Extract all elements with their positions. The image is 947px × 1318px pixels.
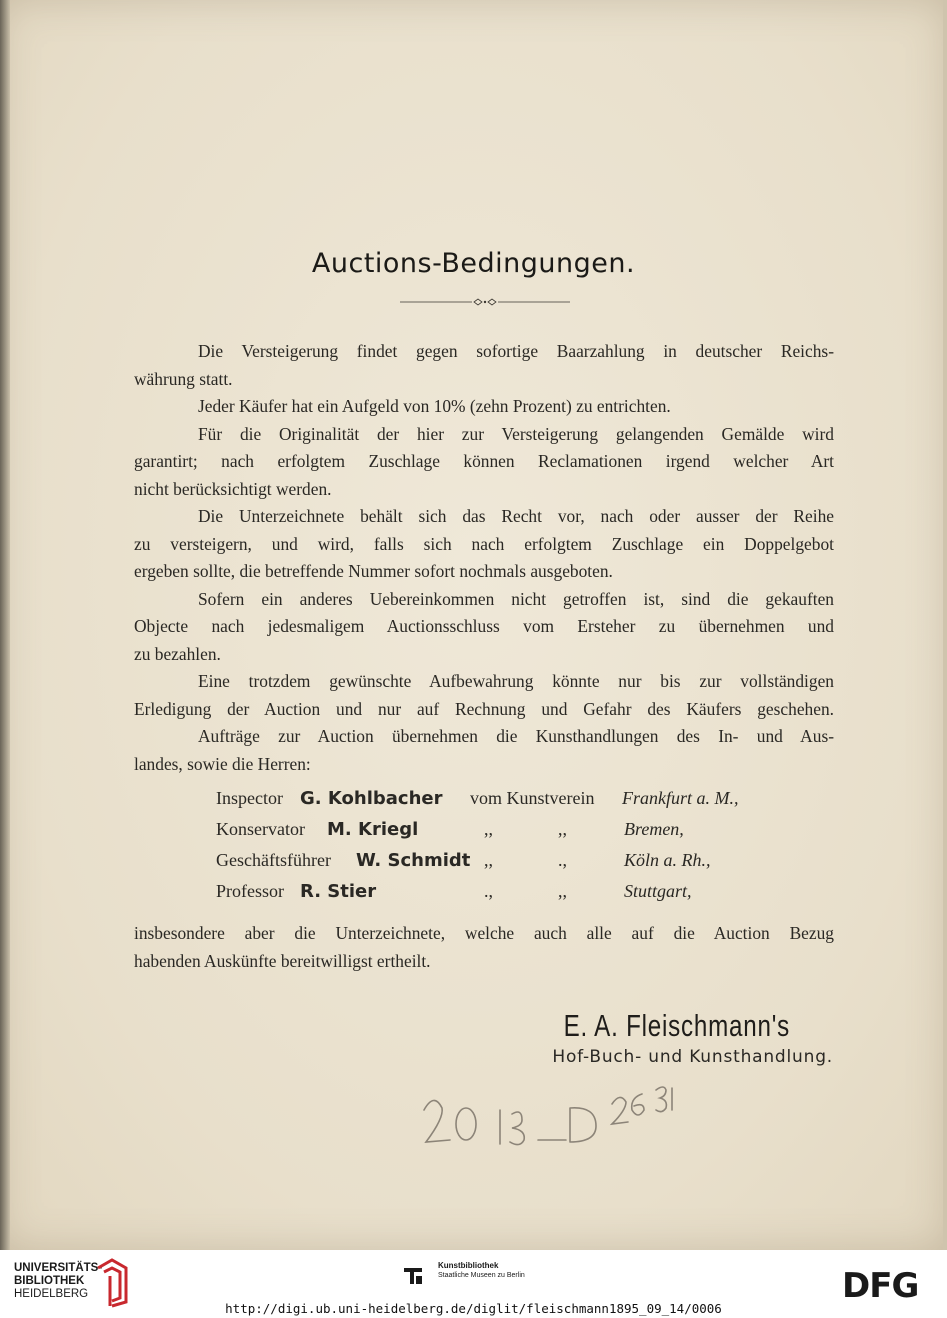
paragraph-payment — [134, 338, 834, 366]
paragraph-order-cont — [134, 531, 834, 559]
text-line: Die Unterzeichnete behält sich das Recht vor, nach oder ausser der Reihe — [198, 506, 834, 526]
agent-name: R. Stier — [300, 881, 377, 902]
paragraph-pickup-cont — [134, 613, 834, 641]
library-line: UNIVERSITÄTS- — [14, 1262, 103, 1274]
text-line: nicht berücksichtigt werden. — [134, 478, 332, 499]
ditto-mark: ,, — [484, 850, 493, 870]
text-line: Erledigung der Auction und nur auf Rechnung und Gefahr des Käufers geschehen. — [134, 698, 834, 719]
agent-role: Professor — [216, 881, 284, 901]
agent-city: Bremen, — [624, 819, 684, 839]
library-line: BIBLIOTHEK — [14, 1275, 85, 1287]
document-title: Auctions-Bedingungen. — [311, 248, 636, 279]
ditto-mark: ., — [484, 881, 493, 901]
agent-row — [216, 850, 836, 881]
text-line: ergeben sollte, die betreffende Nummer sofort nochmals ausgeboten. — [134, 561, 613, 581]
agent-role: Geschäftsführer — [216, 850, 331, 870]
agent-name: G. Kohlbacher — [300, 788, 443, 809]
text-line: habenden Auskünfte bereitwilligst ertheilt. — [134, 950, 431, 971]
library-line: HEIDELBERG — [14, 1288, 89, 1300]
paragraph-storage-cont — [134, 696, 834, 724]
ditto-mark: ,, — [558, 819, 567, 839]
text-line: Jeder Käufer hat ein Aufgeld von 10% (zehn Prozent) zu entrichten. — [198, 396, 671, 416]
permalink-url[interactable]: http://digi.ub.uni-heidelberg.de/diglit/fleischmann1895_09_14/0006 — [225, 1301, 722, 1316]
title-ornament-divider — [400, 298, 570, 306]
paragraph-payment-cont — [134, 366, 834, 394]
agent-name: M. Kriegl — [327, 819, 419, 840]
agent-row — [216, 788, 836, 819]
text-line: Objecte nach jedesmaligem Auctionsschluss vom Ersteher zu übernehmen und — [134, 616, 834, 636]
text-line: zu versteigern, und wird, falls sich nach erfolgtem Zuschlage ein Doppelgebot — [134, 533, 834, 554]
agent-city: Stuttgart, — [624, 881, 692, 901]
agent-row — [216, 881, 836, 912]
paragraph-order-end — [134, 558, 834, 586]
paragraph-premium — [134, 393, 834, 421]
paragraph-commissions-cont — [134, 751, 834, 779]
kb-subtitle: Staatliche Museen zu Berlin — [438, 1272, 525, 1279]
paragraph-order — [134, 503, 834, 531]
page-edge — [943, 0, 947, 1250]
text-line: Sofern ein anderes Uebereinkommen nicht getroffen ist, sind die gekauften — [198, 588, 834, 609]
ditto-mark: ., — [558, 850, 567, 870]
paragraph-commissions — [134, 723, 834, 751]
paragraph-originality-cont — [134, 448, 834, 476]
text-line: garantirt; nach erfolgtem Zuschlage können Reclamationen irgend welcher Art — [134, 451, 834, 471]
agent-city: Köln a. Rh., — [624, 850, 711, 870]
kb-name: Kunstbibliothek — [438, 1261, 499, 1270]
agent-org: vom Kunstverein — [470, 788, 595, 808]
firm-subtitle: Hof-Buch- und Kunsthandlung. — [552, 1047, 833, 1067]
text-line: währung statt. — [134, 368, 233, 389]
paragraph-originality — [134, 421, 834, 449]
closing-line — [134, 948, 834, 976]
agent-name: W. Schmidt — [356, 850, 471, 871]
text-line: Eine trotzdem gewünschte Aufbewahrung könnte nur bis zur vollständigen — [198, 671, 834, 691]
agents-list — [216, 788, 836, 912]
dfg-logo: DFG — [842, 1266, 919, 1306]
kunstbibliothek-label — [438, 1260, 525, 1281]
text-line: Die Versteigerung findet gegen sofortige Baarzahlung in deutscher Reichs- — [198, 341, 834, 361]
text-line: Für die Originalität der hier zur Versteigerung gelangenden Gemälde wird — [198, 423, 834, 444]
agent-row — [216, 819, 836, 850]
conditions-text — [134, 338, 834, 778]
closing-text — [134, 920, 834, 975]
agent-city: Frankfurt a. M., — [622, 788, 739, 808]
closing-line — [134, 920, 834, 948]
text-line: landes, sowie die Herren: — [134, 753, 311, 774]
agent-role: Konservator — [216, 819, 305, 839]
paragraph-originality-end — [134, 476, 834, 504]
kunstbibliothek-logo-icon — [402, 1262, 424, 1286]
ditto-mark: ,, — [484, 819, 493, 839]
agent-role: Inspector — [216, 788, 283, 808]
text-line: Aufträge zur Auction übernehmen die Kunsthandlungen des In- und Aus- — [198, 726, 834, 746]
paragraph-storage — [134, 668, 834, 696]
paragraph-pickup-end — [134, 641, 834, 669]
firm-name: E. A. Fleischmann's — [563, 1008, 790, 1043]
paragraph-pickup — [134, 586, 834, 614]
handwritten-shelfmark — [420, 1080, 690, 1150]
text-line: zu bezahlen. — [134, 643, 221, 664]
text-line: insbesondere aber die Unterzeichnete, welche auch alle auf die Auction Bezug — [134, 923, 834, 943]
library-name — [14, 1262, 102, 1301]
ditto-mark: ,, — [558, 881, 567, 901]
